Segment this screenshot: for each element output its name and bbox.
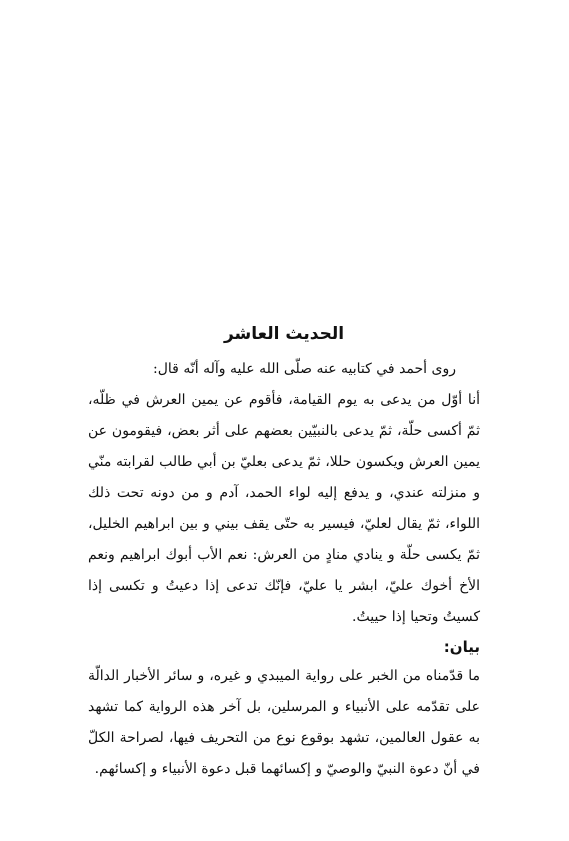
document-page [88, 318, 480, 785]
section-heading: الحديث العاشر [223, 324, 345, 344]
explanation-label: بيان: [443, 638, 480, 656]
hadith-text: أنا أوّل من يدعى به يوم القيامة، فأقوم عن يمين العرش في ظلّه، ثمّ أكسى حلّة، ثمّ يدعى بالنبيّين بعضهم على أثر بعض، فيقومون عن يمين العرش ويكسون حللا، ثمّ يدعى بعليّ بن أبي طالب لقرابته منّي و منزلته عندي، و يدفع إليه لواء الحمد، آدم و من دونه تحت ذلك اللواء، ثمّ يقال لعليّ، فيسير به حتّى يقف بيني و بين ابراهيم الخليل، ثمّ يكسى حلّة و ينادي منادٍ من العرش: نعم الأب أبوك ابراهيم ونعم الأخ أخوك عليّ، ابشر يا عليّ، فإنّك تدعى إذا دعيتُ و تكسى إذا كسيتُ وتحيا إذا حييتُ. [88, 392, 480, 625]
hadith-intro: روى أحمد في كتابيه عنه صلّى الله عليه وآله أنّه قال: [153, 361, 456, 377]
explanation-text: ما قدّمناه من الخبر على رواية الميبدي و غيره، و سائر الأخبار الدالّة على تقدّمه على الأنبياء و المرسلين، بل آخر هذه الرواية كما تشهد به عقول العالمين، تشهد بوقوع نوع من التحريف فيها، لصراحة الكلّ في أنّ دعوة النبيّ والوصيّ و إكسائهما قبل دعوة الأنبياء و إكسائهم. [88, 668, 480, 777]
